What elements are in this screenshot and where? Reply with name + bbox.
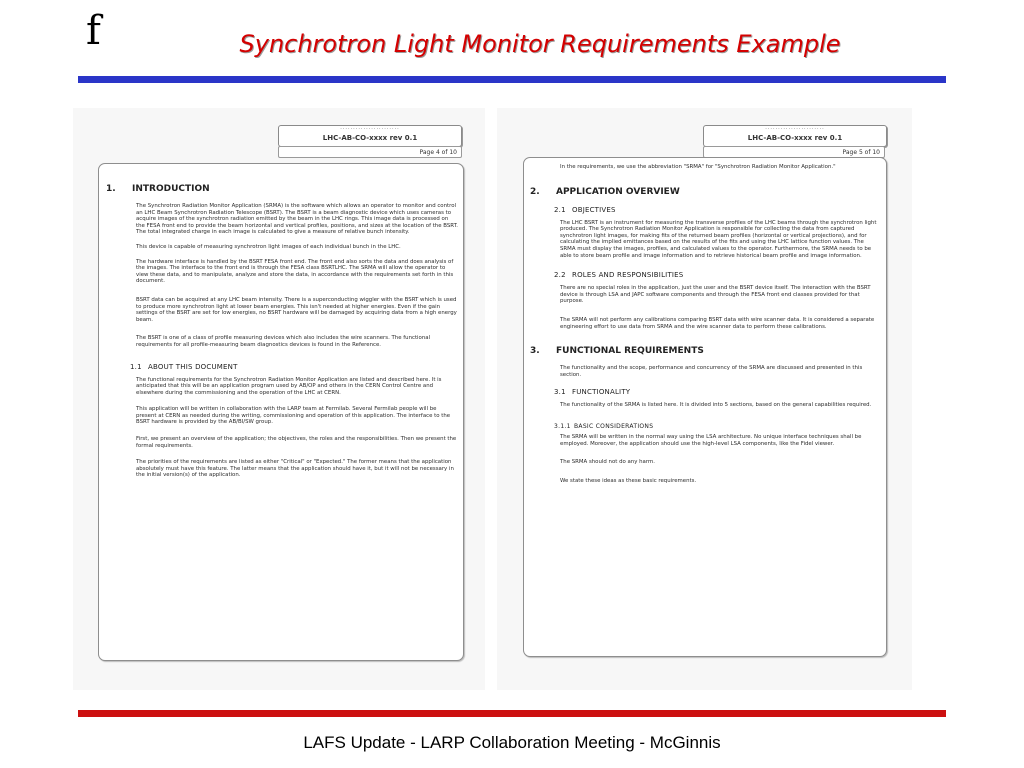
subsubsection-heading: 3.1.1 BASIC CONSIDERATIONS xyxy=(554,422,654,430)
subsection-heading: 2.2 ROLES AND RESPONSIBILITIES xyxy=(554,271,684,280)
paragraph: The functional requirements for the Synchrotron Radiation Monitor Application are listed and described here. It is anticipated that this will be an application program used by AB/OP and others in the CERN Control Centre and elsewhere during the commissioning and the operation of the LHC at CERN. xyxy=(136,376,442,396)
right-page-header xyxy=(703,125,887,147)
section-heading: 2. APPLICATION OVERVIEW xyxy=(530,186,680,197)
paragraph: The LHC BSRT is an instrument for measuring the transverse profiles of the LHC beams through the synchrotron light produced. The Synchrotron Radiation Monitor Application is responsible for collecting the data from captured synchrotron light images, for making fits of the returned beam profiles (horizontal or vertical projections), and for calculating the implied emittances based on the results of the fits and using the LHC lattice function values. The SRMA must display the images, profiles, and calculated values to the operator. Furthermore, the SRMA needs to be able to store beam profile and image information and to retrieve historical beam profile and image information. xyxy=(560,219,877,259)
paragraph: The priorities of the requirements are listed as either "Critical" or "Expected." The former means that the application absolutely must have this feature. The latter means that the application should have it, but it will not be necessary in the initial version(s) of the application. xyxy=(136,459,454,479)
paragraph: The functionality of the SRMA is listed here. It is divided into 5 sections, based on the general capabilities required. xyxy=(560,402,872,409)
doc-number: LHC-AB-CO-xxxx rev 0.1 xyxy=(747,134,843,142)
paragraph: The SRMA will not perform any calibrations comparing BSRT data with wire scanner data. It is considered a separate engineering effort to use data from SRMA and the wire scanner data to perform these calibrations. xyxy=(560,316,875,330)
paragraph: First, we present an overview of the application; the objectives, the roles and the responsibilities. Then we present the formal requirements. xyxy=(136,436,457,449)
paragraph: The BSRT is one of a class of profile measuring devices which also includes the wire scanners. The functional requirements for all profile-measuring beam diagnostics devices is found in the Reference. xyxy=(136,335,431,348)
header-marks: ······················· xyxy=(765,126,825,132)
slide-footer: LAFS Update - LARP Collaboration Meeting - McGinnis xyxy=(303,733,721,752)
subsection-heading: 2.1 OBJECTIVES xyxy=(554,205,616,214)
section-heading: 1. INTRODUCTION xyxy=(106,184,210,194)
left-page-number: Page 4 of 10 xyxy=(278,146,462,158)
right-page-number: Page 5 of 10 xyxy=(703,146,885,158)
paragraph: In the requirements, we use the abbreviation "SRMA" for "Synchrotron Radiation Monitor Application." xyxy=(560,164,836,170)
paragraph: The functionality and the scope, performance and concurrency of the SRMA are discussed and presented in this section. xyxy=(560,365,863,378)
paragraph: The Synchrotron Radiation Monitor Application (SRMA) is the software which allows an operator to monitor and control an LHC Beam Synchrotron Radiation Telescope (BSRT). The BSRT is a beam diagnostic device which uses cameras to acquire images of the synchrotron radiation emitted by the beam in the LHC rings. This image data is processed on the FESA front end to provide the beam horizontal and vertical profiles, positions, and sizes at the location of the BSRT. The total integrated charge in each image is calculated to give a measure of relative bunch intensity. xyxy=(136,203,458,236)
doc-number: LHC-AB-CO-xxxx rev 0.1 xyxy=(322,134,418,142)
subsection-heading: 1.1 ABOUT THIS DOCUMENT xyxy=(130,362,238,371)
paragraph: This device is capable of measuring synchrotron light images of each individual bunch in the LHC. xyxy=(136,243,401,250)
paragraph: There are no special roles in the application, just the user and the BSRT device itself. The interaction with the BSRT device is through LSA and JAPC software components and through the FESA front end classes provided for that purpose. xyxy=(560,285,871,305)
paragraph: The SRMA should not do any harm. xyxy=(560,459,655,466)
left-page-content xyxy=(106,184,458,487)
section-heading: 3. FUNCTIONAL REQUIREMENTS xyxy=(530,346,704,357)
paragraph: The hardware interface is handled by the BSRT FESA front end. The front end also sorts the data and does analysis of the images. The interface to the front end is through the FESA class BSRTLHC. The SRMA will allow the operator to view these data, and to manipulate, analyze and store the data, in accordance with the requirements set forth in this document. xyxy=(136,258,454,285)
fermilab-logo: f xyxy=(86,8,101,54)
bottom-divider xyxy=(78,710,946,717)
paragraph: This application will be written in collaboration with the LARP team at Fermilab. Several Fermilab people will be present at CERN as needed during the writing, commissioning and operation of this application. The interface to the BSRT hardware is provided by the AB/BI/SW group. xyxy=(136,406,451,426)
slide-title: Synchrotron Light Monitor Requirements Example xyxy=(239,30,841,58)
paragraph: The SRMA will be written in the normal way using the LSA architecture. No unique interface techniques shall be employed. Moreover, the application should use the high-level LSA components, like the Fidel viewer. xyxy=(560,433,862,447)
header-marks: ······················· xyxy=(340,126,400,132)
top-divider xyxy=(78,76,946,83)
paragraph: We state these ideas as these basic requirements. xyxy=(560,477,697,484)
subsection-heading: 3.1 FUNCTIONALITY xyxy=(554,388,631,397)
right-page-content xyxy=(530,164,880,492)
left-page-header xyxy=(278,125,462,147)
paragraph: BSRT data can be acquired at any LHC beam intensity. There is a superconducting wiggler with the BSRT which is used to produce more synchrotron light at lower beam energies. This isn't needed at higher energies. Even if the gain settings of the BSRT are set for low energies, no BSRT hardware will be damaged by acquiring data from a high energy beam. xyxy=(136,296,457,323)
